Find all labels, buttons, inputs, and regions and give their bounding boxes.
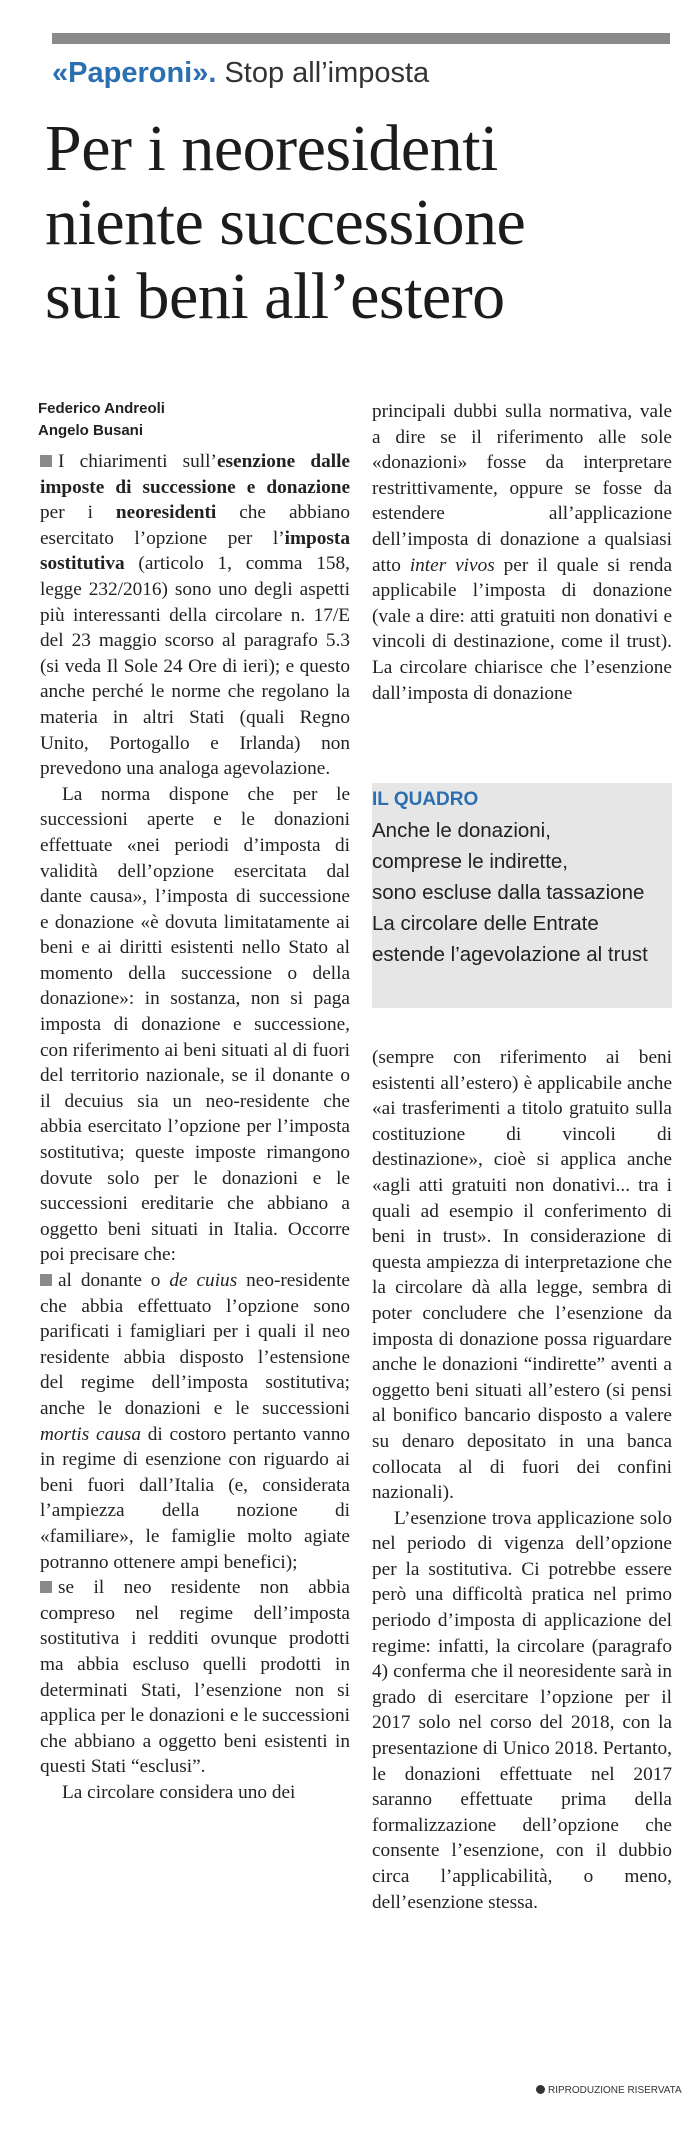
copyright-icon — [536, 2085, 545, 2094]
copyright-notice: RIPRODUZIONE RISERVATA — [536, 2085, 682, 2096]
quadro-title: IL QUADRO — [372, 789, 479, 810]
paragraph-3-end: (sempre con riferimento ai beni esistenti all’estero) è applicabile anche «ai trasferimenti a titolo gratuito sulla costituzione di vincoli di destinazione», cioè si applica anche «agli atti gratuiti non donativi... tra i quali ad esempio il conferimento di beni in trust». In considerazione di questa ampiezza di interpretazione che la circolare dà alla legge, sembra di poter concludere che l’esenzione da imposta di donazione possa riguardare anche le donazioni “indirette” aventi a oggetto beni situati all’estero (si pensi al bonifico bancario disposto a valere su denaro depositato in una banca collocata al di fuori dei confini nazionali). — [372, 1047, 672, 1504]
quadro-line: estende l’agevolazione al trust — [372, 943, 648, 966]
top-rule — [52, 33, 670, 44]
bullet-item-2: se il neo residente non abbia compreso nel regime dell’imposta sostitutiva i redditi ovunque prodotti ma abbia escluso quelli prodotti in determinati Stati, l’esenzione non si applica per le donazioni e le successioni che abbiano a oggetto beni esistenti in questi Stati “esclusi”. — [40, 1577, 350, 1778]
paragraph-marker — [40, 455, 52, 467]
bullet-icon — [40, 1581, 52, 1593]
kicker — [52, 54, 682, 92]
paragraph-3-start: La circolare considera uno dei — [62, 1781, 296, 1803]
kicker-text: Stop all’imposta — [224, 57, 430, 89]
headline-line-3: sui beni all’estero — [45, 260, 505, 333]
quadro-line: Anche le donazioni, — [372, 819, 551, 842]
headline — [45, 112, 675, 334]
paragraph-1: I chiarimenti sull’esenzione dalle imposte di successione e donazione per i neoresidenti che abbiano esercitato l’opzione per l’imposta sostitutiva (articolo 1, comma 158, legge 232/2016) sono uno degli aspetti più interessanti della circolare n. 17/E del 23 maggio scorso al paragrafo 5.3 (si veda Il Sole 24 Ore di ieri); e questo anche perché le norme che regolano la materia in altri Stati (quali Regno Unito, Portogallo e Irlanda) non prevedono una analoga agevolazione. — [40, 451, 350, 780]
byline — [38, 398, 165, 442]
bullet-icon — [40, 1274, 52, 1286]
quadro-line: sono escluse dalla tassazione — [372, 881, 645, 904]
quadro-body — [372, 815, 672, 970]
paragraph-2: La norma dispone che per le successioni aperte e le donazioni effettuate «nei periodi d’imposta di validità dell’opzione esercitata dal dante causa», l’imposta di successione e donazione «è dovuta limitatamente ai beni e ai diritti esistenti nello Stato al momento della successione o della donazione»: in sostanza, non si paga imposta di donazione e successione, con riferimento ai beni situati al di fuori del territorio nazionale, se il donante o il decuius sia un neo-residente che abbia esercitato l’opzione per l’imposta sostitutiva; queste imposte rimangono dovute solo per le donazioni e le successioni ereditarie che abbiano a oggetto beni situati in Italia. Occorre poi precisare che: — [40, 783, 350, 1266]
quadro-line: comprese le indirette, — [372, 850, 568, 873]
headline-line-1: Per i neoresidenti — [45, 112, 498, 185]
paragraph-4: L’esenzione trova applicazione solo nel periodo di vigenza dell’opzione per la sostitutiva. Ci potrebbe essere però una difficoltà pratica nel primo periodo d’imposta di applicazione del regime: infatti, la circolare (paragrafo 4) conferma che il neoresidente sarà in grado di esercitare l’opzione per il 2017 solo nel corso del 2018, con la presentazione di Unico 2018. Pertanto, le donazioni effettuate nel 2017 saranno effettuate prima della formalizzazione dell’opzione che consente l’esenzione, con il dubbio circa l’applicabilità, o meno, dell’esenzione stessa. — [372, 1507, 672, 1913]
author-1: Federico Andreoli — [38, 400, 165, 417]
column-2-top — [372, 399, 672, 706]
bullet-item-1: al donante o de cuius neo-residente che abbia effettuato l’opzione sono parificati i famigliari per i quali il neo residente abbia disposto l’estensione del regime dell’imposta sostitutiva; anche le donazioni e le successioni mortis causa di costoro pertanto vanno in regime di esenzione con riguardo ai beni fuori dall’Italia (e, considerata l’ampiezza della nozione di «familiare», le famiglie molto agiate potranno ottenere ampi benefici); — [40, 1270, 350, 1573]
quadro-line: La circolare delle Entrate — [372, 912, 599, 935]
headline-line-2: niente successione — [45, 186, 526, 259]
column-1 — [40, 449, 350, 1805]
column-2-bottom — [372, 1045, 672, 1915]
paragraph-3-continued: principali dubbi sulla normativa, vale a dire se il riferimento alle sole «donazioni» fosse da interpretare restrittivamente, oppure se fosse da estendere all’applicazione dell’imposta di donazione a qualsiasi atto inter vivos per il quale si renda applicabile l’imposta di donazione (vale a dire: atti gratuiti non donativi e vincoli di destinazione, come il trust). La circolare chiarisce che l’esenzione dall’imposta di donazione — [372, 401, 672, 704]
author-2: Angelo Busani — [38, 422, 144, 439]
kicker-highlight: «Paperoni». — [52, 57, 217, 89]
